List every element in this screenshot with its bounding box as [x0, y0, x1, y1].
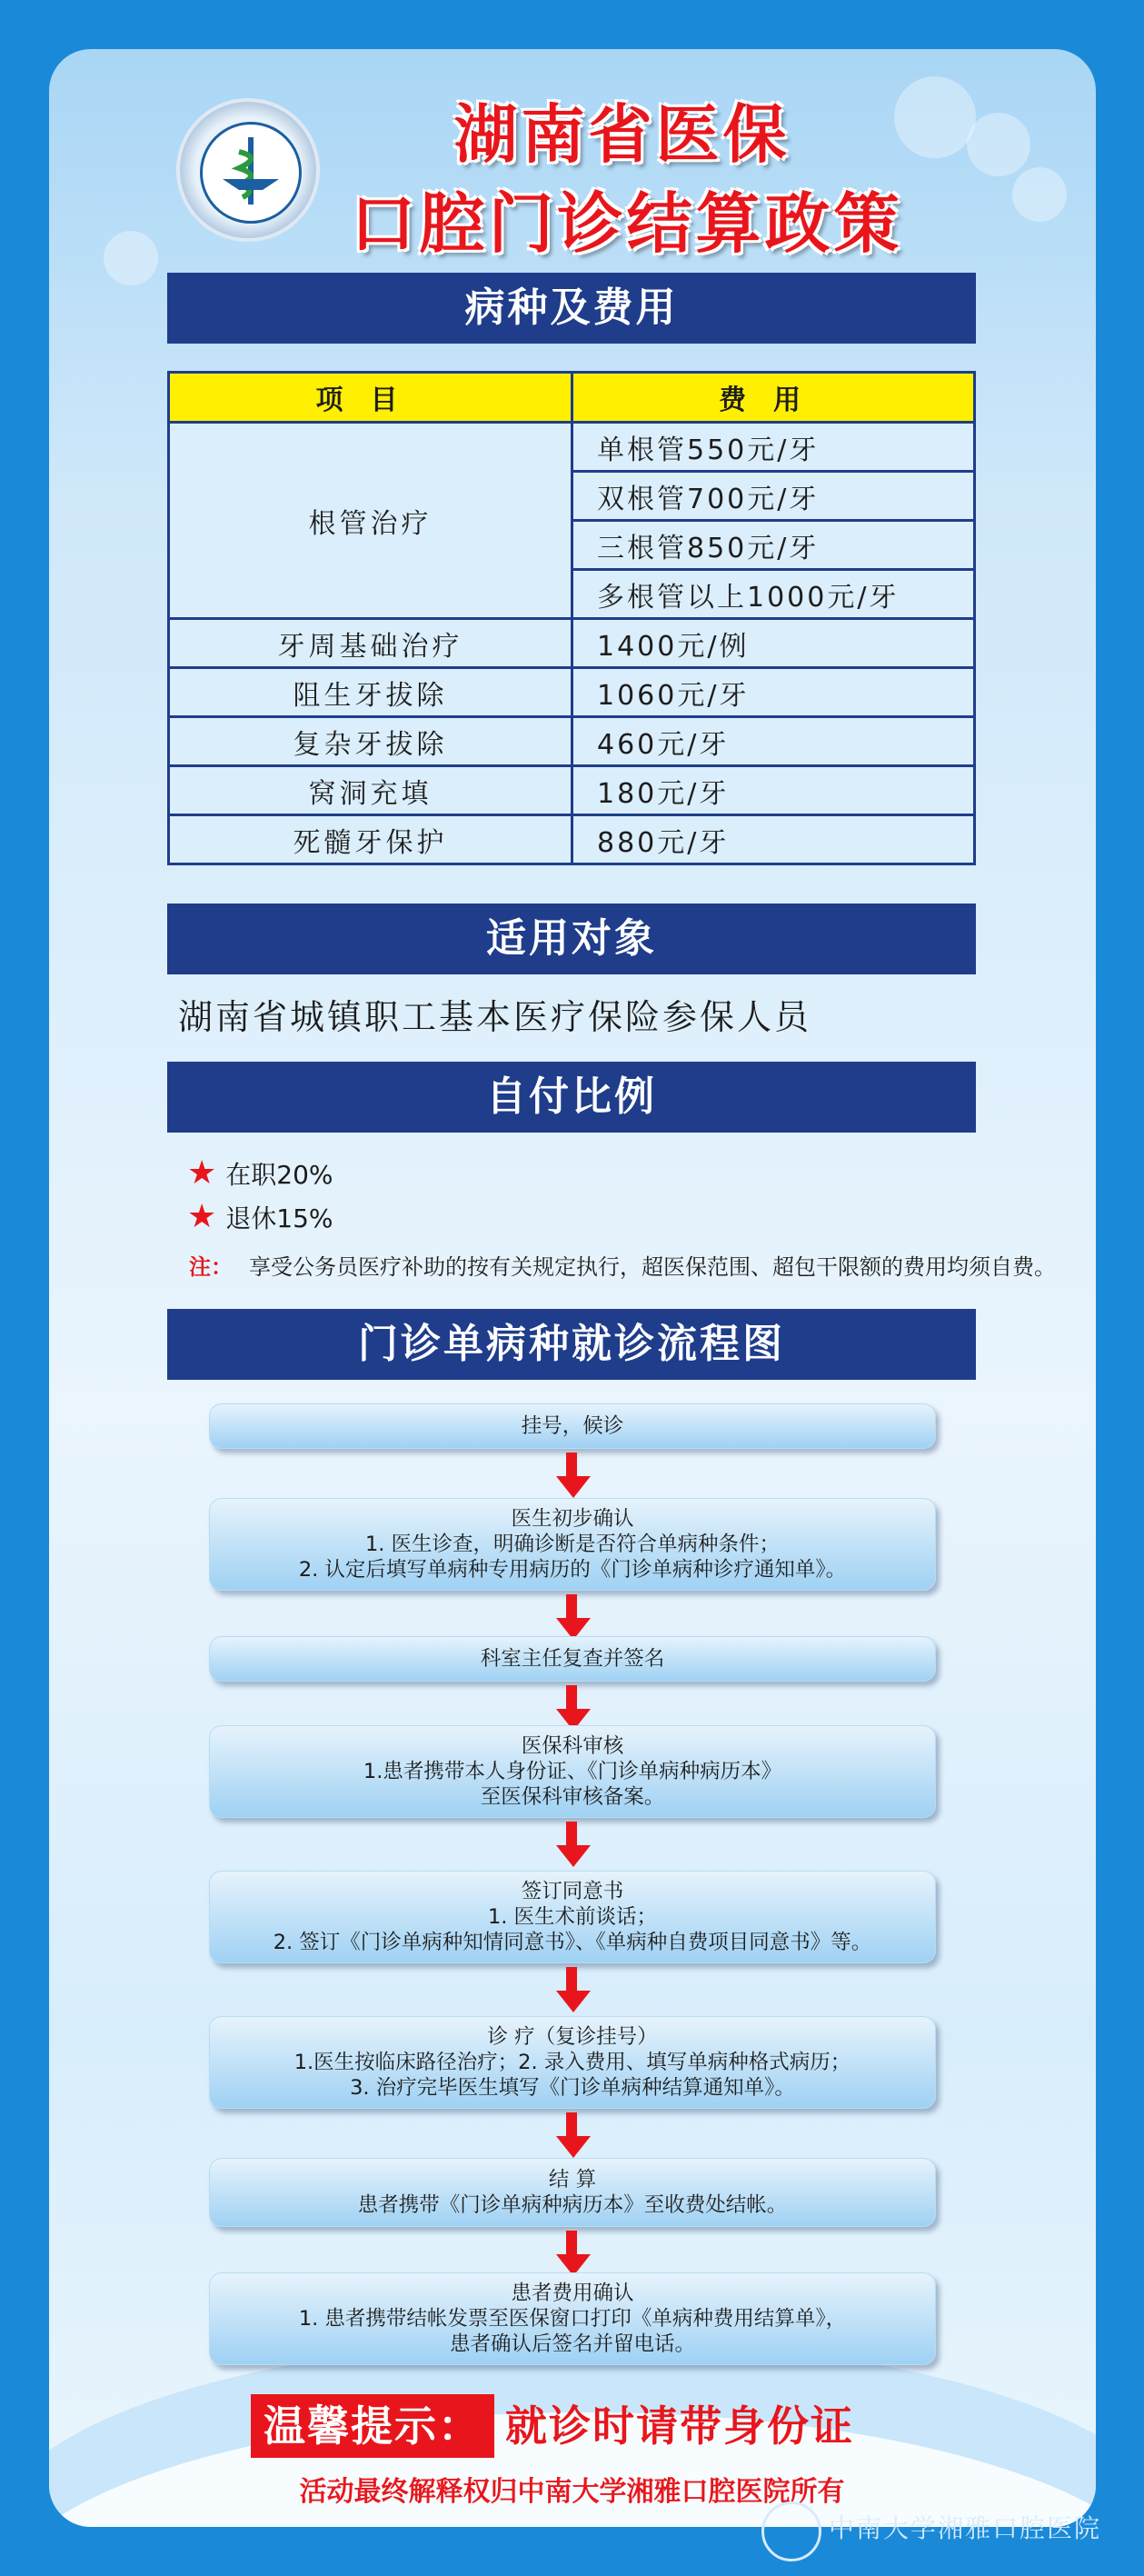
down-arrow-icon — [556, 1594, 587, 1640]
flow-step-line: 患者携带《门诊单病种病历本》至收费处结帐。 — [357, 2193, 788, 2217]
flow-step-title: 挂号，候诊 — [521, 1414, 624, 1438]
flow-step-title: 结 算 — [548, 2168, 597, 2192]
flow-step-line: 2. 签订《门诊单病种知情同意书》、《单病种自费项目同意书》等。 — [273, 1931, 872, 1954]
table-cell-item: 根管治疗 — [169, 423, 572, 619]
section-heading-subject: 适用对象 — [167, 904, 976, 974]
reminder-text: 就诊时请带身份证 — [505, 2401, 854, 2451]
flow-step — [209, 2016, 936, 2109]
hospital-name: 中南大学湘雅口腔医院 — [829, 2513, 1102, 2543]
table-row — [169, 717, 975, 766]
flow-step-line: 至医保科审核备案。 — [480, 1785, 665, 1809]
note-label: 注： — [189, 1254, 233, 1280]
flow-step-line: 1. 患者携带结帐发票至医保窗口打印《单病种费用结算单》， — [298, 2307, 847, 2331]
flow-step — [209, 2272, 936, 2365]
table-cell-fee: 880元/牙 — [572, 815, 975, 864]
table-cell-fee: 多根管以上1000元/牙 — [572, 570, 975, 619]
flow-step — [209, 1871, 936, 1963]
table-cell-item: 阻生牙拔除 — [169, 668, 572, 717]
flow-step-line: 1. 医生诊查，明确诊断是否符合单病种条件； — [364, 1533, 781, 1556]
flow-step-line: 1.医生按临床路径治疗；2. 录入费用、填写单病种格式病历； — [293, 2051, 851, 2074]
down-arrow-icon — [556, 2231, 587, 2276]
star-icon: ★ — [187, 1198, 217, 1235]
ratio-employed-label: 在职20% — [225, 1160, 333, 1190]
flow-step-title: 医生初步确认 — [511, 1507, 634, 1531]
table-cell-item: 牙周基础治疗 — [169, 619, 572, 668]
ratio-note — [189, 1249, 1056, 1281]
down-arrow-icon — [556, 1822, 587, 1867]
flow-step-line: 3. 治疗完毕医生填写《门诊单病种结算通知单》。 — [350, 2076, 795, 2100]
table-cell-fee: 1060元/牙 — [572, 668, 975, 717]
down-arrow-icon — [556, 1967, 587, 2012]
flow-step-title: 患者费用确认 — [511, 2281, 634, 2305]
down-arrow-icon — [556, 1685, 587, 1731]
section-heading-flow: 门诊单病种就诊流程图 — [167, 1309, 976, 1380]
flow-step-line: 患者确认后签名并留电话。 — [449, 2332, 695, 2356]
flow-step — [209, 1636, 936, 1682]
ratio-retired — [187, 1198, 333, 1235]
subject-text: 湖南省城镇职工基本医疗保险参保人员 — [178, 997, 812, 1037]
fee-table-header — [169, 373, 975, 423]
poster-title-line1: 湖南省医保 — [453, 97, 791, 172]
note-text: 享受公务员医疗补助的按有关规定执行，超医保范围、超包干限额的费用均须自费。 — [249, 1254, 1056, 1280]
table-cell-item: 窝洞充填 — [169, 766, 572, 815]
flow-step-line: 1.患者携带本人身份证、《门诊单病种病历本》 — [363, 1760, 782, 1783]
table-cell-fee: 双根管700元/牙 — [572, 472, 975, 521]
poster-title-line2: 口腔门诊结算政策 — [350, 185, 903, 262]
table-cell-item: 死髓牙保护 — [169, 815, 572, 864]
flow-step-title: 签订同意书 — [521, 1880, 624, 1903]
section-heading-fees: 病种及费用 — [167, 273, 976, 344]
flow-step-title: 科室主任复查并签名 — [480, 1647, 665, 1671]
section-heading-ratio: 自付比例 — [167, 1062, 976, 1133]
table-row — [169, 619, 975, 668]
hospital-seal-icon — [761, 2501, 821, 2561]
reminder-label: 温馨提示： — [251, 2394, 494, 2458]
flow-step — [209, 2158, 936, 2227]
rights-statement: 活动最终解释权归中南大学湘雅口腔医院所有 — [299, 2476, 845, 2508]
column-header-fee: 费用 — [572, 373, 975, 423]
flow-step — [209, 1725, 936, 1818]
table-cell-fee: 单根管550元/牙 — [572, 423, 975, 472]
flow-step-line: 2. 认定后填写单病种专用病历的《门诊单病种诊疗通知单》。 — [298, 1558, 847, 1582]
flow-step-title: 诊 疗（复诊挂号） — [487, 2025, 658, 2049]
down-arrow-icon — [556, 2112, 587, 2158]
ratio-retired-label: 退休15% — [225, 1203, 333, 1233]
flow-step-title: 医保科审核 — [521, 1734, 624, 1758]
table-row — [169, 766, 975, 815]
table-cell-fee: 三根管850元/牙 — [572, 521, 975, 570]
ratio-employed — [187, 1154, 333, 1192]
table-row — [169, 815, 975, 864]
star-icon: ★ — [187, 1154, 217, 1192]
table-cell-fee: 180元/牙 — [572, 766, 975, 815]
table-cell-fee: 1400元/例 — [572, 619, 975, 668]
table-row — [169, 423, 975, 472]
table-row — [169, 668, 975, 717]
table-cell-item: 复杂牙拔除 — [169, 717, 572, 766]
flow-step — [209, 1498, 936, 1591]
table-cell-fee: 460元/牙 — [572, 717, 975, 766]
flow-step-line: 1. 医生术前谈话； — [487, 1905, 658, 1929]
fee-table — [167, 371, 976, 865]
flow-step — [209, 1403, 936, 1449]
column-header-item: 项目 — [169, 373, 572, 423]
down-arrow-icon — [556, 1453, 587, 1498]
